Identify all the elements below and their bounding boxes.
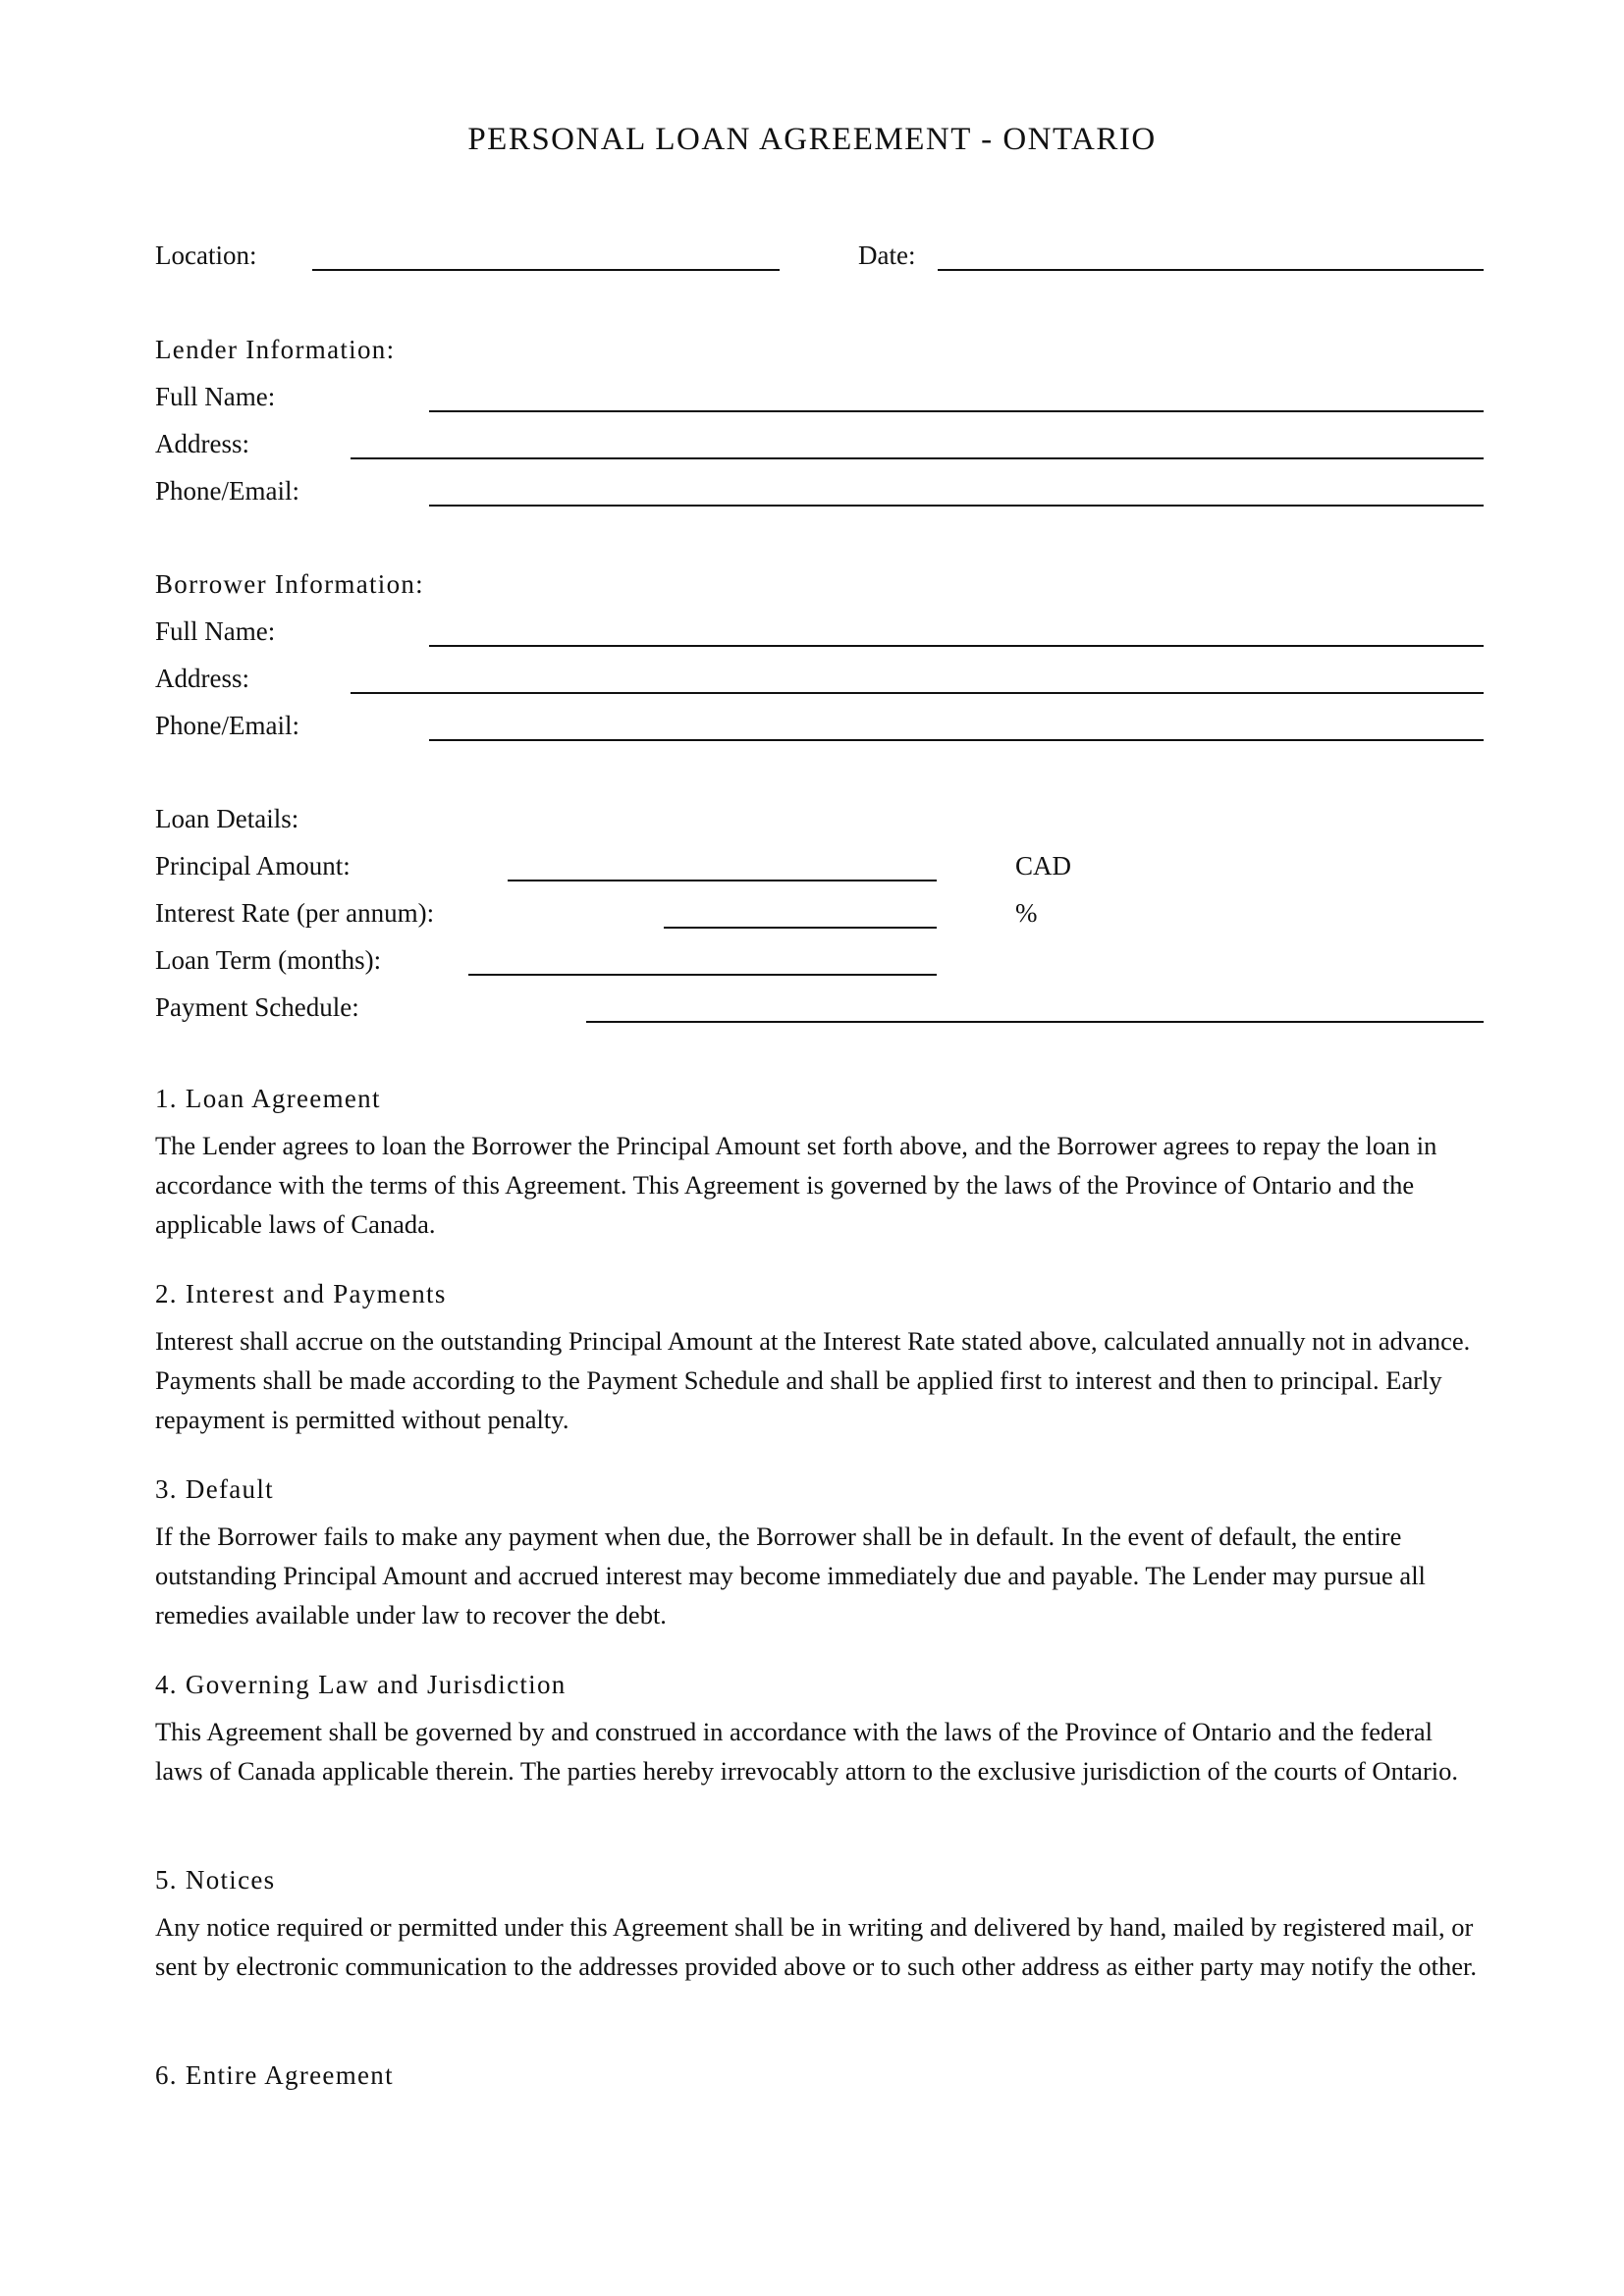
location-label: Location:: [155, 240, 257, 270]
clause-3-body: If the Borrower fails to make any payment when due, the Borrower shall be in default. In the event of default, the entire outstanding Principal Amount and accrued interest may become immediately due and payable. The Lender may pursue all remedies available under law to recover the debt.: [155, 1522, 1426, 1629]
principal-amount-field[interactable]: [508, 880, 937, 881]
borrower-address-label: Address:: [155, 664, 249, 693]
lender-contact-field[interactable]: [429, 505, 1484, 507]
interest-rate-label: Interest Rate (per annum):: [155, 898, 435, 928]
borrower-heading: Borrower Information:: [155, 569, 424, 599]
lender-heading: Lender Information:: [155, 335, 396, 364]
borrower-full-name-label: Full Name:: [155, 616, 276, 646]
clause-1-heading: 1. Loan Agreement: [155, 1084, 381, 1113]
borrower-address-field[interactable]: [351, 692, 1484, 694]
date-label: Date:: [858, 240, 916, 270]
date-field[interactable]: [938, 269, 1484, 271]
lender-full-name-label: Full Name:: [155, 382, 276, 411]
borrower-contact-field[interactable]: [429, 739, 1484, 741]
interest-rate-field[interactable]: [664, 927, 937, 929]
clause-2-body: Interest shall accrue on the outstanding Principal Amount at the Interest Rate stated above, calculated annually not in advance. Payments shall be made according to the Payment Schedule and shall be applied first to interest and then to principal. Early repayment is permitted without penalty.: [155, 1326, 1471, 1434]
lender-contact-label: Phone/Email:: [155, 476, 299, 506]
interest-rate-unit: %: [1015, 898, 1038, 928]
borrower-full-name-field[interactable]: [429, 645, 1484, 647]
clause-6-heading: 6. Entire Agreement: [155, 2060, 394, 2090]
clause-5-heading: 5. Notices: [155, 1865, 276, 1895]
clause-5-body: Any notice required or permitted under this Agreement shall be in writing and delivered by hand, mailed by registered mail, or sent by electronic communication to the addresses provided above or to such other address as either party may notify the other.: [155, 1912, 1477, 1981]
principal-amount-label: Principal Amount:: [155, 851, 351, 881]
principal-currency: CAD: [1015, 851, 1072, 881]
location-field[interactable]: [312, 269, 780, 271]
clause-1-body: The Lender agrees to loan the Borrower the Principal Amount set forth above, and the Borrower agrees to repay the loan in accordance with the terms of this Agreement. This Agreement is governed by the laws of the Province of Ontario and the applicable laws of Canada.: [155, 1131, 1437, 1239]
lender-full-name-field[interactable]: [429, 410, 1484, 412]
loan-term-label: Loan Term (months):: [155, 945, 382, 975]
clause-3-heading: 3. Default: [155, 1474, 274, 1504]
lender-address-field[interactable]: [351, 457, 1484, 459]
loan-details-heading: Loan Details:: [155, 804, 299, 833]
clause-2-heading: 2. Interest and Payments: [155, 1279, 447, 1308]
borrower-contact-label: Phone/Email:: [155, 711, 299, 740]
payment-schedule-label: Payment Schedule:: [155, 992, 359, 1022]
loan-term-field[interactable]: [468, 974, 937, 976]
clause-4-body: This Agreement shall be governed by and construed in accordance with the laws of the Province of Ontario and the federal laws of Canada applicable therein. The parties hereby irrevocably attorn to the exclusive jurisdiction of the courts of Ontario.: [155, 1717, 1459, 1786]
lender-address-label: Address:: [155, 429, 249, 458]
clause-4-heading: 4. Governing Law and Jurisdiction: [155, 1670, 567, 1699]
document-title: PERSONAL LOAN AGREEMENT - ONTARIO: [467, 122, 1157, 157]
payment-schedule-field[interactable]: [586, 1021, 1484, 1023]
